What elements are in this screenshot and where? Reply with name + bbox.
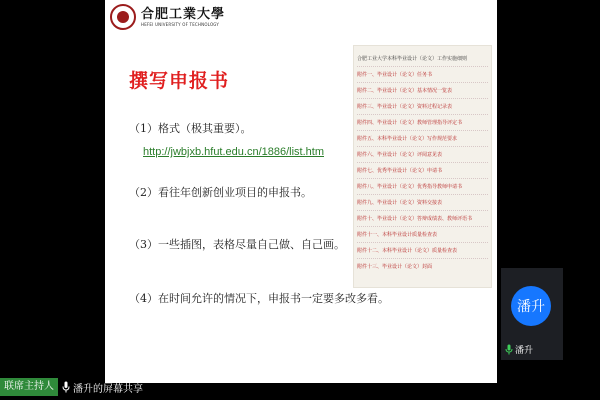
- participant-name: 潘升: [515, 346, 534, 356]
- document-list-item: 附件十三、毕业设计（论文）封面: [357, 264, 433, 270]
- logo-chinese-name: 合肥工業大學: [141, 6, 226, 22]
- reference-link[interactable]: http://jwbjxb.hfut.edu.cn/1886/list.htm: [143, 146, 324, 158]
- slide-item-3: （3）一些插图，表格尽量自己做、自己画。: [129, 238, 345, 251]
- document-list-item: 附件十、毕业设计（论文）答辩成绩表、教师评语书: [357, 216, 473, 222]
- microphone-icon: [505, 344, 513, 355]
- bottom-status-bar: [0, 377, 143, 397]
- university-logo: [110, 4, 225, 30]
- logo-english-name: HEFEI UNIVERSITY OF TECHNOLOGY: [141, 21, 220, 27]
- document-list-item: 附件十一、本科毕业设计质量检查表: [357, 232, 438, 238]
- document-list-item: 附件四、毕业设计（论文）教师管理指导评定书: [357, 120, 463, 126]
- screen-share-indicator: [62, 380, 143, 395]
- university-seal-icon: [110, 4, 136, 30]
- participant-video-tile[interactable]: [501, 268, 563, 360]
- document-list-item: 附件十二、本科毕业设计（论文）质量检查表: [357, 248, 458, 254]
- slide-item-2: （2）看往年创新创业项目的申报书。: [129, 186, 312, 199]
- document-list-item: 附件三、毕业设计（论文）资料过程记录表: [357, 104, 453, 110]
- slide-item-1: （1）格式（极其重要）。: [129, 122, 252, 135]
- document-list-item: 附件六、毕业设计（论文）评阅意见表: [357, 152, 443, 158]
- document-list-item: 附件九、毕业设计（论文）资料交接表: [357, 200, 443, 206]
- slide-item-4: （4）在时间允许的情况下，申报书一定要多改多看。: [129, 292, 389, 305]
- shared-slide: [105, 0, 497, 383]
- slide-title: 撰写申报书: [129, 70, 230, 92]
- host-badge: 联席主持人: [0, 378, 58, 396]
- document-list-item: 附件八、毕业设计（论文）优秀指导教师申请书: [357, 184, 463, 190]
- avatar: [511, 286, 551, 326]
- microphone-icon: [62, 381, 70, 393]
- screen-share-label: 潘升的屏幕共享: [73, 383, 143, 395]
- document-list-panel: [353, 45, 492, 288]
- document-list-item: 附件一、毕业设计（论文）任务书: [357, 72, 433, 78]
- avatar-initials: 潘升: [517, 299, 545, 315]
- document-list-item: 附件七、优秀毕业设计（论文）申请书: [357, 168, 443, 174]
- document-list-item: 附件五、本科毕业设计（论文）写作规范要求: [357, 136, 458, 142]
- document-list-item: 附件二、毕业设计（论文）基本情况一览表: [357, 88, 453, 94]
- document-list-item: 合肥工业大学本科毕业设计（论文）工作实施细则: [357, 56, 468, 62]
